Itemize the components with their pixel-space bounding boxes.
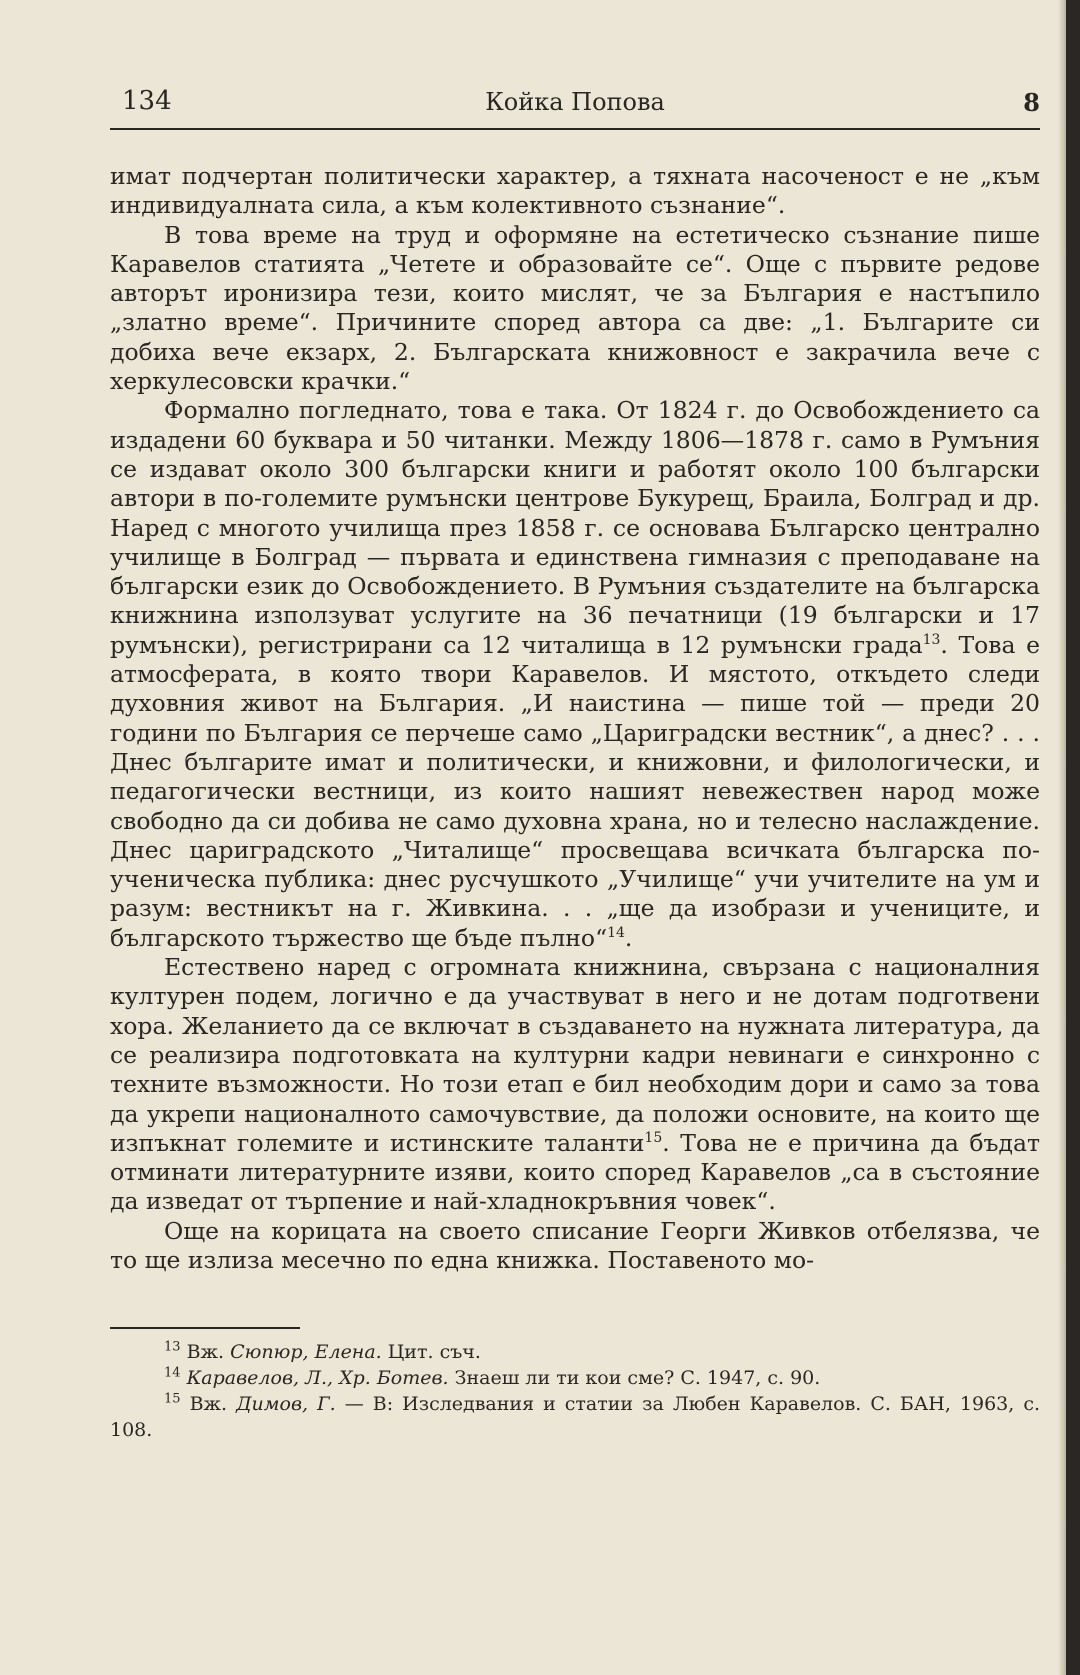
footnote-ref: 13 [922, 631, 941, 648]
paragraph: Още на корицата на своето списание Георги Живков отбелязва, че то ще излиза месечно по една книжка. Поставеното мо- [110, 1216, 1040, 1274]
footnote-rule [110, 1327, 300, 1329]
running-title: Койка Попова [485, 88, 665, 116]
paragraph: Естествено наред с огромната книжнина, свързана с националния културен подем, логично е да участвуват в него и не дотам подготвени хора. Желанието да се включат в създаването на нужната литература, да се реализира подготовката на културни кадри невинаги е синхронно с техните възможности. Но този етап е бил необходим дори и само за това да укрепи националното самочувствие, да положи основите, на които ще изпъкнат големите и истинските таланти$^{15}$. Това не е причина да бъдат отминати литературните изяви, които според Каравелов „са в състояние да изведат от търпение и най-хладнокръвния човек“. [110, 953, 1040, 1216]
page-number: 134 [122, 86, 172, 116]
footnote-ref: 14 [607, 924, 625, 941]
paragraph: имат подчертан политически характер, а тяхната насоченост е не „към индивидуалната сила, а към колективното съзнание“. [110, 162, 1040, 220]
page-edge-shadow [1058, 0, 1066, 1675]
book-spine-edge [1066, 0, 1080, 1675]
book-page [110, 80, 1040, 1443]
main-text [110, 162, 1040, 1275]
footnotes [110, 1339, 1040, 1443]
signature-mark: 8 [1023, 88, 1040, 117]
header-rule [110, 128, 1040, 130]
footnote: $^{15}$ Вж. Димов, Г. — В: Изследвания и статии за Любен Каравелов. С. БАН, 1963, с. 108. [110, 1391, 1041, 1442]
paragraph: Формално погледнато, това е така. От 1824 г. до Освобождението са издадени 60 буквара и 50 читанки. Между 1806—1878 г. само в Румъния се издават около 300 български книги и работят около 100 български автори в по-големите румънски центрове Букурещ, Браила, Болград и др. Наред с многото училища през 1858 г. се основава Българско централно училище в Болград — първата и единствена гимназия с преподаване на български език до Освобождението. В Румъния създателите на българска книжнина използуват услугите на 36 печатници (19 български и 17 румънски), регистрирани са 12 читалища в 12 румънски града$^{13}$. Това е атмосферата, в която твори Каравелов. И мястото, откъдето следи духовния живот на България. „И наистина — пише той — преди 20 години по България се перчеше само „Цариградски вестник“, а днес? . . . Днес българите имат и политически, и книжовни, и филологически, и педагогически вестници, из които нашият невежествен народ може свободно да си добива не само духовна храна, но и телесно наслаждение. Днес цариградското „Читалище“ просвещава всичката българска по-ученическа публика: днес русчушкото „Училище“ учи учителите на ум и разум: вестникът на г. Живкина. . . „ще да изобрази и учениците, и българското тържество ще бъде пълно“$^{14}$. [110, 396, 1040, 952]
running-header [110, 80, 1040, 124]
footnote: $^{13}$ Вж. Сюпюр, Елена. Цит. съч. [164, 1339, 481, 1364]
footnote: $^{14}$ Каравелов, Л., Хр. Ботев. Знаеш ли ти кои сме? С. 1947, с. 90. [164, 1365, 821, 1390]
paragraph: В това време на труд и оформяне на естетическо съзнание пише Каравелов статията „Четете и образовайте се“. Още с първите редове авторът иронизира тези, които мислят, че за България е настъпило „златно време“. Причините според автора са две: „1. Българите си добиха вече екзарх, 2. Българската книжовност е закрачила вече с херкулесовски крачки.“ [110, 220, 1040, 396]
footnote-ref: 15 [644, 1129, 663, 1146]
